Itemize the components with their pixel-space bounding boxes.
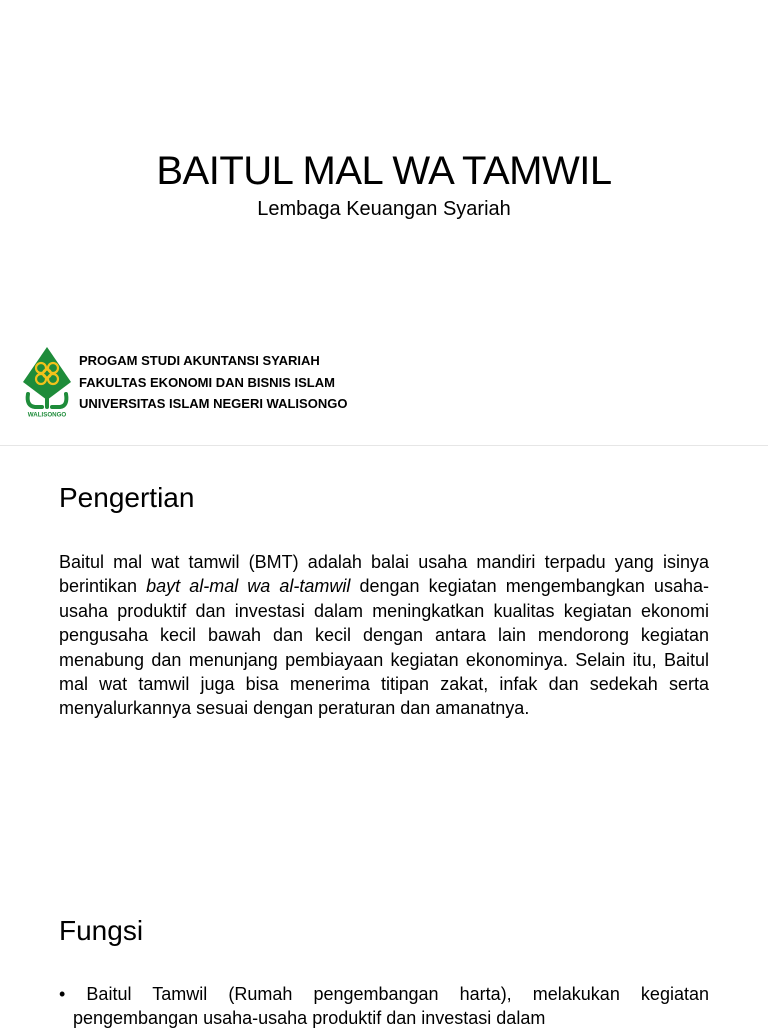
institution-line: FAKULTAS EKONOMI DAN BISNIS ISLAM [79, 374, 335, 390]
bullet-item [59, 982, 709, 1031]
section-heading: Fungsi [59, 915, 144, 946]
slide-fungsi [0, 867, 768, 1029]
svg-text:WALISONGO: WALISONGO [27, 411, 67, 418]
institution-block [79, 350, 347, 415]
slide-pengertian [0, 446, 768, 866]
slide-subtitle: Lembaga Keuangan Syariah [257, 198, 511, 220]
paragraph-italic-term: bayt al-mal wa al-tamwil [146, 576, 351, 597]
paragraph-text: dengan kegiatan mengembangkan usaha-usaha produktif dan investasi dalam meningkatkan kualitas kegiatan ekonomi pengusaha kecil bawah dan kecil dengan antara lain mendorong kegiatan menabung dan menunjang pembiayaan kegiatan ekonominya. Selain itu, Baitul mal wat tamwil juga bisa menerima titipan zakat, infak dan sedekah serta menyalurkannya sesuai dengan peraturan dan amanatnya. [59, 576, 709, 719]
institution-line: UNIVERSITAS ISLAM NEGERI WALISONGO [79, 396, 348, 411]
definition-paragraph [59, 550, 709, 721]
bullet-text: Baitul Tamwil (Rumah pengembangan harta), melakukan kegiatan pengembangan usaha-usaha produktif dan investasi dalam [73, 984, 709, 1029]
institution-line: PROGAM STUDI AKUNTANSI SYARIAH [79, 353, 320, 368]
walisongo-logo-icon [22, 346, 72, 418]
paragraph-text: Baitul mal wat tamwil (BMT) adalah balai usaha mandiri terpadu yang isinya berintikan [59, 552, 709, 597]
section-heading: Pengertian [59, 482, 195, 513]
slide-title [0, 0, 768, 446]
bullet-symbol: • [59, 984, 66, 1004]
slide-title-text: BAITUL MAL WA TAMWIL [156, 149, 612, 193]
